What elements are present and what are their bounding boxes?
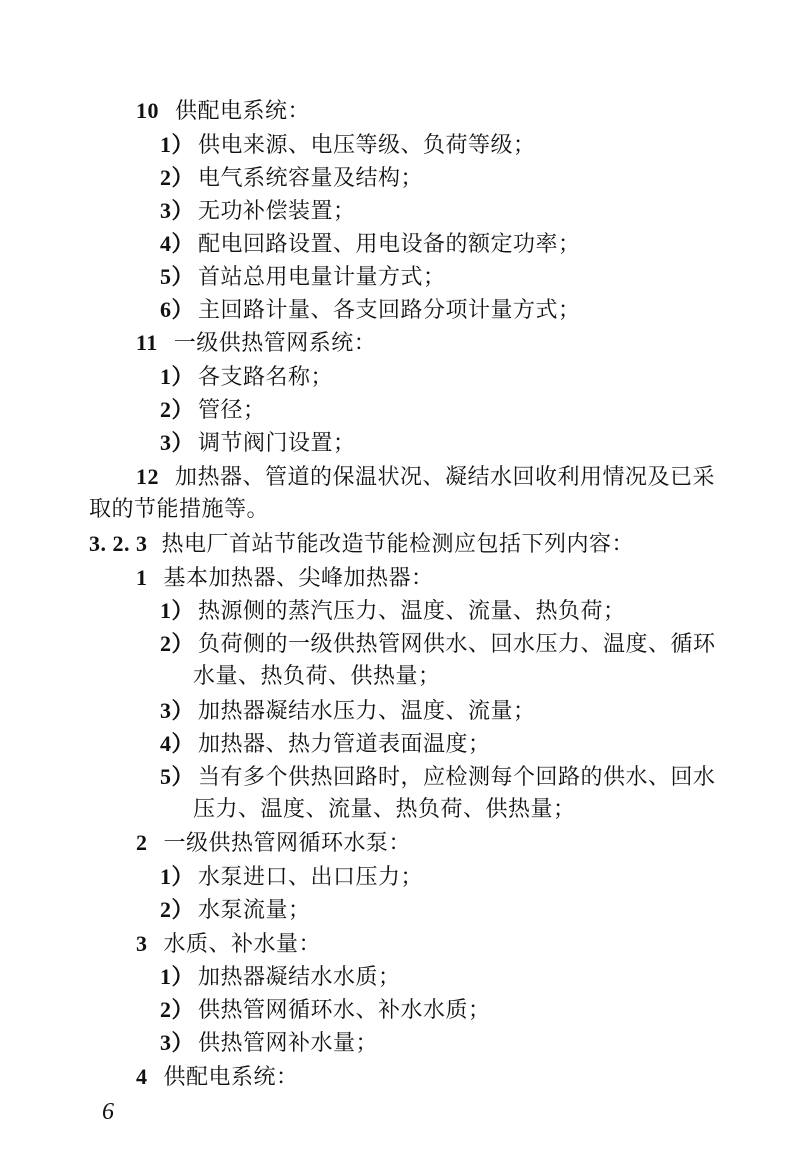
item-text: 热源侧的蒸汽压力、温度、流量、热负荷； (198, 599, 626, 624)
clause-continuation (89, 495, 269, 525)
list-item (160, 163, 423, 193)
item-number: 1） (160, 364, 195, 389)
clause-text: 水质、补水量： (163, 932, 322, 957)
clause-12 (136, 462, 715, 492)
list-item (160, 696, 536, 726)
clause-text: 供配电系统： (175, 99, 311, 124)
item-text: 负荷侧的一级供热管网供水、回水压力、温度、循环 (198, 632, 716, 657)
item-number: 2） (160, 631, 195, 656)
clause-number: 1 (136, 565, 148, 590)
list-item (160, 295, 581, 325)
item-text: 加热器凝结水水质； (198, 965, 401, 990)
clause-3 (136, 929, 321, 959)
item-text: 调节阀门设置； (198, 431, 356, 456)
item-number: 3） (160, 1030, 195, 1055)
clause-number: 11 (136, 330, 158, 355)
clause-1 (136, 563, 434, 593)
item-text: 配电回路设置、用电设备的额定功率； (198, 232, 581, 257)
item-text: 各支路名称； (198, 365, 334, 390)
item-number: 5） (160, 264, 195, 289)
item-text: 加热器凝结水压力、温度、流量； (198, 699, 536, 724)
item-number: 2） (160, 897, 195, 922)
clause-2 (136, 828, 411, 858)
list-item (160, 130, 536, 160)
item-text: 管径； (198, 398, 266, 423)
item-number: 3） (160, 198, 195, 223)
item-number: 5） (160, 764, 195, 789)
clause-number: 3 (136, 931, 148, 956)
item-number: 3） (160, 698, 195, 723)
clause-10 (136, 96, 310, 126)
clause-text: 一级供热管网循环水泵： (163, 831, 412, 856)
clause-11 (136, 328, 376, 358)
item-number: 2） (160, 165, 195, 190)
clause-text: 基本加热器、尖峰加热器： (163, 566, 434, 591)
clause-number: 12 (136, 464, 159, 489)
item-text: 主回路计量、各支回路分项计量方式； (198, 298, 581, 323)
list-item (160, 762, 716, 792)
list-item (160, 428, 356, 458)
list-item (160, 196, 356, 226)
item-text: 供热管网补水量； (198, 1031, 379, 1056)
item-number: 1） (160, 132, 195, 157)
section-number: 3. 2. 3 (89, 531, 148, 556)
clause-number: 2 (136, 830, 148, 855)
list-item (160, 895, 311, 925)
item-number: 2） (160, 997, 195, 1022)
item-continuation (193, 795, 576, 825)
item-text: 水泵进口、出口压力； (198, 865, 424, 890)
continuation-text: 水量、热负荷、供热量； (193, 664, 441, 689)
section-text: 热电厂首站节能改造节能检测应包括下列内容： (161, 532, 635, 557)
item-continuation (193, 662, 441, 692)
item-number: 3） (160, 430, 195, 455)
item-text: 水泵流量； (198, 898, 311, 923)
item-text: 供热管网循环水、补水水质； (198, 998, 491, 1023)
list-item (160, 229, 581, 259)
list-item (160, 729, 491, 759)
item-number: 6） (160, 297, 195, 322)
item-text: 供电来源、电压等级、负荷等级； (198, 133, 536, 158)
clause-4 (136, 1062, 299, 1092)
clause-text: 供配电系统： (163, 1065, 299, 1090)
item-number: 2） (160, 397, 195, 422)
item-text: 首站总用电量计量方式； (198, 265, 446, 290)
list-item (160, 596, 626, 626)
list-item (160, 1028, 378, 1058)
clause-text: 加热器、管道的保温状况、凝结水回收利用情况及已采 (175, 465, 716, 490)
item-text: 当有多个供热回路时，应检测每个回路的供水、回水 (198, 765, 716, 790)
item-text: 电气系统容量及结构； (198, 166, 424, 191)
item-text: 加热器、热力管道表面温度； (198, 732, 491, 757)
page-number: 6 (102, 1099, 114, 1125)
list-item (160, 995, 491, 1025)
list-item (160, 629, 716, 659)
list-item (160, 262, 446, 292)
clause-number: 10 (136, 98, 159, 123)
list-item (160, 862, 423, 892)
clause-text: 一级供热管网系统： (173, 331, 377, 356)
section-3-2-3 (89, 529, 634, 559)
item-text: 无功补偿装置； (198, 199, 356, 224)
continuation-text: 取的节能措施等。 (89, 497, 270, 522)
item-number: 1） (160, 598, 195, 623)
list-item (160, 362, 333, 392)
item-number: 4） (160, 731, 195, 756)
list-item (160, 962, 401, 992)
item-number: 4） (160, 231, 195, 256)
list-item (160, 395, 266, 425)
item-number: 1） (160, 964, 195, 989)
continuation-text: 压力、温度、流量、热负荷、供热量； (193, 797, 576, 822)
item-number: 1） (160, 864, 195, 889)
clause-number: 4 (136, 1064, 148, 1089)
